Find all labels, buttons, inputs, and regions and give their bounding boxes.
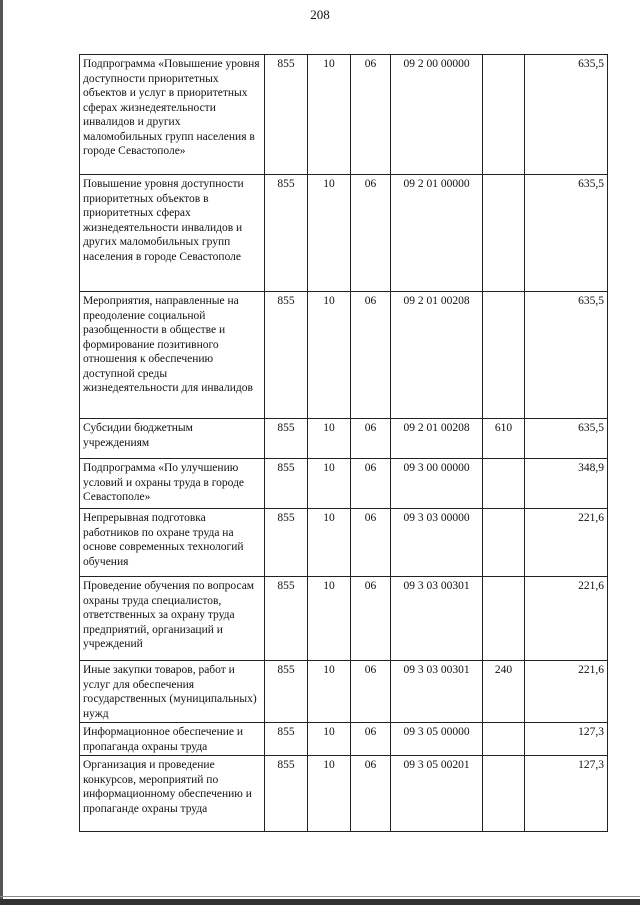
row-expense-type <box>483 723 525 756</box>
row-amount: 635,5 <box>525 292 608 419</box>
table-row <box>80 459 608 509</box>
row-name: Субсидии бюджетным учреждениям <box>80 419 265 459</box>
row-name: Подпрограмма «По улучшению условий и охраны труда в городе Севастополе» <box>80 459 265 509</box>
row-subsection-code: 06 <box>351 55 391 175</box>
row-ministry-code: 855 <box>265 661 308 723</box>
row-subsection-code: 06 <box>351 292 391 419</box>
row-target-article: 09 3 05 00000 <box>391 723 483 756</box>
row-subsection-code: 06 <box>351 756 391 832</box>
row-target-article: 09 3 03 00000 <box>391 509 483 577</box>
row-subsection-code: 06 <box>351 175 391 292</box>
row-expense-type <box>483 756 525 832</box>
page-number: 208 <box>310 7 330 22</box>
row-expense-type <box>483 175 525 292</box>
budget-table <box>79 54 608 832</box>
row-target-article: 09 2 01 00208 <box>391 419 483 459</box>
row-target-article: 09 3 00 00000 <box>391 459 483 509</box>
row-name: Организация и проведение конкурсов, мероприятий по информационному обеспечению и пропаганде охраны труда <box>80 756 265 832</box>
row-target-article: 09 3 05 00201 <box>391 756 483 832</box>
table-row <box>80 723 608 756</box>
row-name: Мероприятия, направленные на преодоление социальной разобщенности в обществе и формирование позитивного отношения к обеспечению доступной среды жизнедеятельности для инвалидов <box>80 292 265 419</box>
row-ministry-code: 855 <box>265 577 308 661</box>
scan-edge-left <box>0 0 3 905</box>
row-expense-type <box>483 55 525 175</box>
row-name: Непрерывная подготовка работников по охране труда на основе современных технологий обучения <box>80 509 265 577</box>
row-name: Подпрограмма «Повышение уровня доступности приоритетных объектов и услуг в приоритетных сферах жизнедеятельности инвалидов и других маломобильных групп населения в городе Севастополе» <box>80 55 265 175</box>
row-amount: 635,5 <box>525 419 608 459</box>
row-subsection-code: 06 <box>351 577 391 661</box>
row-target-article: 09 2 00 00000 <box>391 55 483 175</box>
row-expense-type <box>483 577 525 661</box>
row-target-article: 09 3 03 00301 <box>391 661 483 723</box>
table-row <box>80 55 608 175</box>
row-amount: 348,9 <box>525 459 608 509</box>
row-amount: 127,3 <box>525 756 608 832</box>
row-subsection-code: 06 <box>351 419 391 459</box>
row-subsection-code: 06 <box>351 723 391 756</box>
row-target-article: 09 2 01 00208 <box>391 292 483 419</box>
row-expense-type: 240 <box>483 661 525 723</box>
row-name: Повышение уровня доступности приоритетных объектов в приоритетных сферах жизнедеятельности инвалидов и других маломобильных групп населения в городе Севастополе <box>80 175 265 292</box>
row-section-code: 10 <box>308 419 351 459</box>
row-section-code: 10 <box>308 723 351 756</box>
row-name: Информационное обеспечение и пропаганда охраны труда <box>80 723 265 756</box>
row-ministry-code: 855 <box>265 459 308 509</box>
row-ministry-code: 855 <box>265 55 308 175</box>
table-row <box>80 419 608 459</box>
row-name: Проведение обучения по вопросам охраны труда специалистов, ответственных за охрану труда предприятий, организаций и учреждений <box>80 577 265 661</box>
row-ministry-code: 855 <box>265 509 308 577</box>
scan-edge-bottom <box>0 899 640 905</box>
scan-edge-bottom-line <box>0 896 640 897</box>
row-amount: 127,3 <box>525 723 608 756</box>
row-amount: 221,6 <box>525 661 608 723</box>
row-section-code: 10 <box>308 292 351 419</box>
row-section-code: 10 <box>308 756 351 832</box>
row-section-code: 10 <box>308 577 351 661</box>
row-amount: 221,6 <box>525 577 608 661</box>
row-ministry-code: 855 <box>265 723 308 756</box>
row-subsection-code: 06 <box>351 509 391 577</box>
row-target-article: 09 3 03 00301 <box>391 577 483 661</box>
row-ministry-code: 855 <box>265 292 308 419</box>
row-section-code: 10 <box>308 661 351 723</box>
row-amount: 635,5 <box>525 175 608 292</box>
row-ministry-code: 855 <box>265 756 308 832</box>
table-row <box>80 661 608 723</box>
table-row <box>80 756 608 832</box>
row-ministry-code: 855 <box>265 175 308 292</box>
table-row <box>80 175 608 292</box>
row-amount: 221,6 <box>525 509 608 577</box>
row-target-article: 09 2 01 00000 <box>391 175 483 292</box>
row-expense-type <box>483 292 525 419</box>
table-row <box>80 509 608 577</box>
row-section-code: 10 <box>308 55 351 175</box>
row-amount: 635,5 <box>525 55 608 175</box>
row-expense-type <box>483 509 525 577</box>
table-row <box>80 577 608 661</box>
row-expense-type: 610 <box>483 419 525 459</box>
row-section-code: 10 <box>308 175 351 292</box>
row-ministry-code: 855 <box>265 419 308 459</box>
row-subsection-code: 06 <box>351 661 391 723</box>
table-row <box>80 292 608 419</box>
row-section-code: 10 <box>308 459 351 509</box>
row-subsection-code: 06 <box>351 459 391 509</box>
row-name: Иные закупки товаров, работ и услуг для обеспечения государственных (муниципальных) нужд <box>80 661 265 723</box>
row-section-code: 10 <box>308 509 351 577</box>
row-expense-type <box>483 459 525 509</box>
